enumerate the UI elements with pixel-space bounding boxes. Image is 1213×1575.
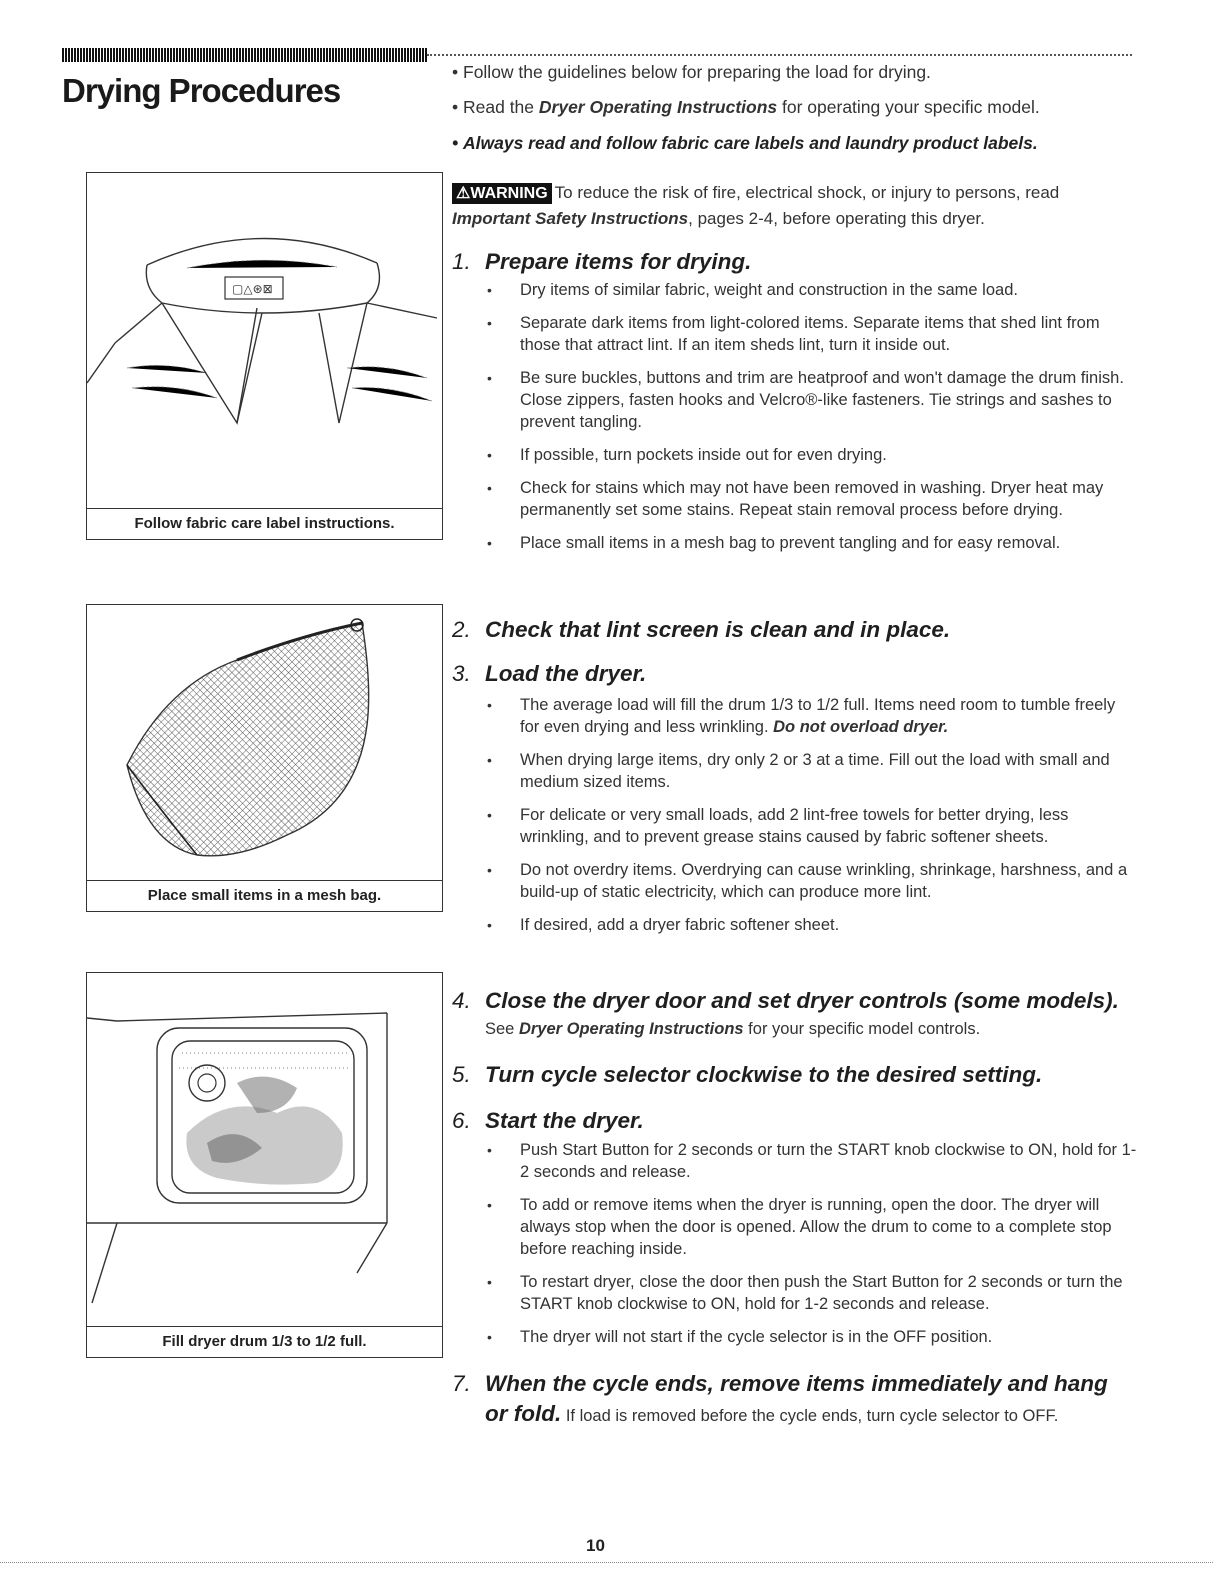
step-heading: 3. Load the dryer.: [452, 661, 647, 686]
header-rule: [427, 54, 1132, 56]
step-1-bullets: [485, 279, 1137, 565]
dryer-drum-icon: [87, 973, 442, 1325]
step-heading: 1. Prepare items for drying.: [452, 249, 752, 274]
intro-item: • Follow the guidelines below for preparing the load for drying.: [452, 62, 931, 82]
warning-badge: ⚠WARNING: [452, 183, 552, 204]
page-number: 10: [586, 1536, 605, 1555]
bullet-item: • For delicate or very small loads, add 2 lint-free towels for better drying, less wrinkling, and to prevent grease stains caused by fabric softener sheets.: [485, 804, 1137, 848]
intro-item: • Always read and follow fabric care labels and laundry product labels.: [452, 133, 1038, 153]
bullet-item: • The average load will fill the drum 1/3 to 1/2 full. Items need room to tumble freely for even drying and less wrinkling. Do not overload dryer.: [485, 694, 1137, 738]
footer-rule: [0, 1562, 1213, 1563]
step-4-note: See Dryer Operating Instructions for your specific model controls.: [485, 1020, 981, 1038]
intro-item: • Read the Dryer Operating Instructions for operating your specific model.: [452, 97, 1040, 117]
figure-caption: Follow fabric care label instructions.: [87, 508, 442, 539]
warning-notice: ⚠WARNING To reduce the risk of fire, electrical shock, or injury to persons, read Important Safety Instructions, pages 2-4, before operating this dryer.: [452, 183, 1060, 228]
step-4-bold: Dryer Operating Instructions: [518, 1020, 744, 1038]
bullet-item: • Separate dark items from light-colored items. Separate items that shed lint from those that attract lint. If an item sheds lint, turn it inside out.: [485, 312, 1137, 356]
step-heading: 4. Close the dryer door and set dryer controls (some models).: [452, 988, 1119, 1013]
figure-caption: Fill dryer drum 1/3 to 1/2 full.: [87, 1326, 442, 1357]
figure-dryer-drum: [86, 972, 443, 1358]
figure-mesh-bag: [86, 604, 443, 912]
bullet-bold: Do not overload dryer.: [773, 718, 949, 736]
step-heading: 6. Start the dryer.: [452, 1108, 644, 1133]
bullet-item: • Do not overdry items. Overdrying can cause wrinkling, shrinkage, harshness, and a build-up of static electricity, which can produce more lint.: [485, 859, 1137, 903]
bullet-item: • To add or remove items when the dryer is running, open the door. The dryer will always stop when the door is opened. Allow the drum to come to a complete stop before reaching inside.: [485, 1194, 1137, 1260]
bullet-item: • If desired, add a dryer fabric softener sheet.: [485, 914, 1137, 936]
step-heading: 7. When the cycle ends, remove items immediately and hang: [452, 1371, 1108, 1396]
step-6-bullets: [485, 1139, 1137, 1359]
bullet-item: • The dryer will not start if the cycle selector is in the OFF position.: [485, 1326, 1137, 1348]
svg-text:▢△⊛⊠: ▢△⊛⊠: [232, 282, 273, 296]
warning-bold: Important Safety Instructions: [452, 209, 689, 228]
mesh-bag-icon: [87, 605, 442, 879]
step-heading: 2. Check that lint screen is clean and in place.: [452, 617, 951, 642]
step-7-line-2: or fold. If load is removed before the cycle ends, turn cycle selector to OFF.: [485, 1401, 1059, 1426]
bullet-item: • Push Start Button for 2 seconds or turn the START knob clockwise to ON, hold for 1-2 seconds and release.: [485, 1139, 1137, 1183]
shirt-collar-icon: [87, 173, 442, 507]
step-3-bullets: [485, 694, 1137, 947]
bullet-item: • When drying large items, dry only 2 or 3 at a time. Fill out the load with small and medium sized items.: [485, 749, 1137, 793]
step-heading: 5. Turn cycle selector clockwise to the desired setting.: [452, 1062, 1043, 1087]
page-title: Drying Procedures: [62, 72, 341, 109]
bullet-item: • Check for stains which may not have been removed in washing. Dryer heat may permanently set some stains. Repeat stain removal process before drying.: [485, 477, 1137, 521]
figure-care-label: [86, 172, 443, 540]
bullet-item: • To restart dryer, close the door then push the Start Button for 2 seconds or turn the START knob clockwise to ON, hold for 1-2 seconds and release.: [485, 1271, 1137, 1315]
bullet-item: • Place small items in a mesh bag to prevent tangling and for easy removal.: [485, 532, 1137, 554]
step-7-title-tail: or fold.: [485, 1401, 562, 1426]
header-bar: [62, 48, 427, 62]
bullet-item: • Be sure buckles, buttons and trim are heatproof and won't damage the drum finish. Close zippers, fasten hooks and Velcro®-like fasteners. Tie strings and sashes to prevent tangling.: [485, 367, 1137, 433]
figure-caption: Place small items in a mesh bag.: [87, 880, 442, 911]
bullet-item: • Dry items of similar fabric, weight and construction in the same load.: [485, 279, 1137, 301]
intro-bold: Dryer Operating Instructions: [538, 97, 778, 117]
bullet-item: • If possible, turn pockets inside out for even drying.: [485, 444, 1137, 466]
